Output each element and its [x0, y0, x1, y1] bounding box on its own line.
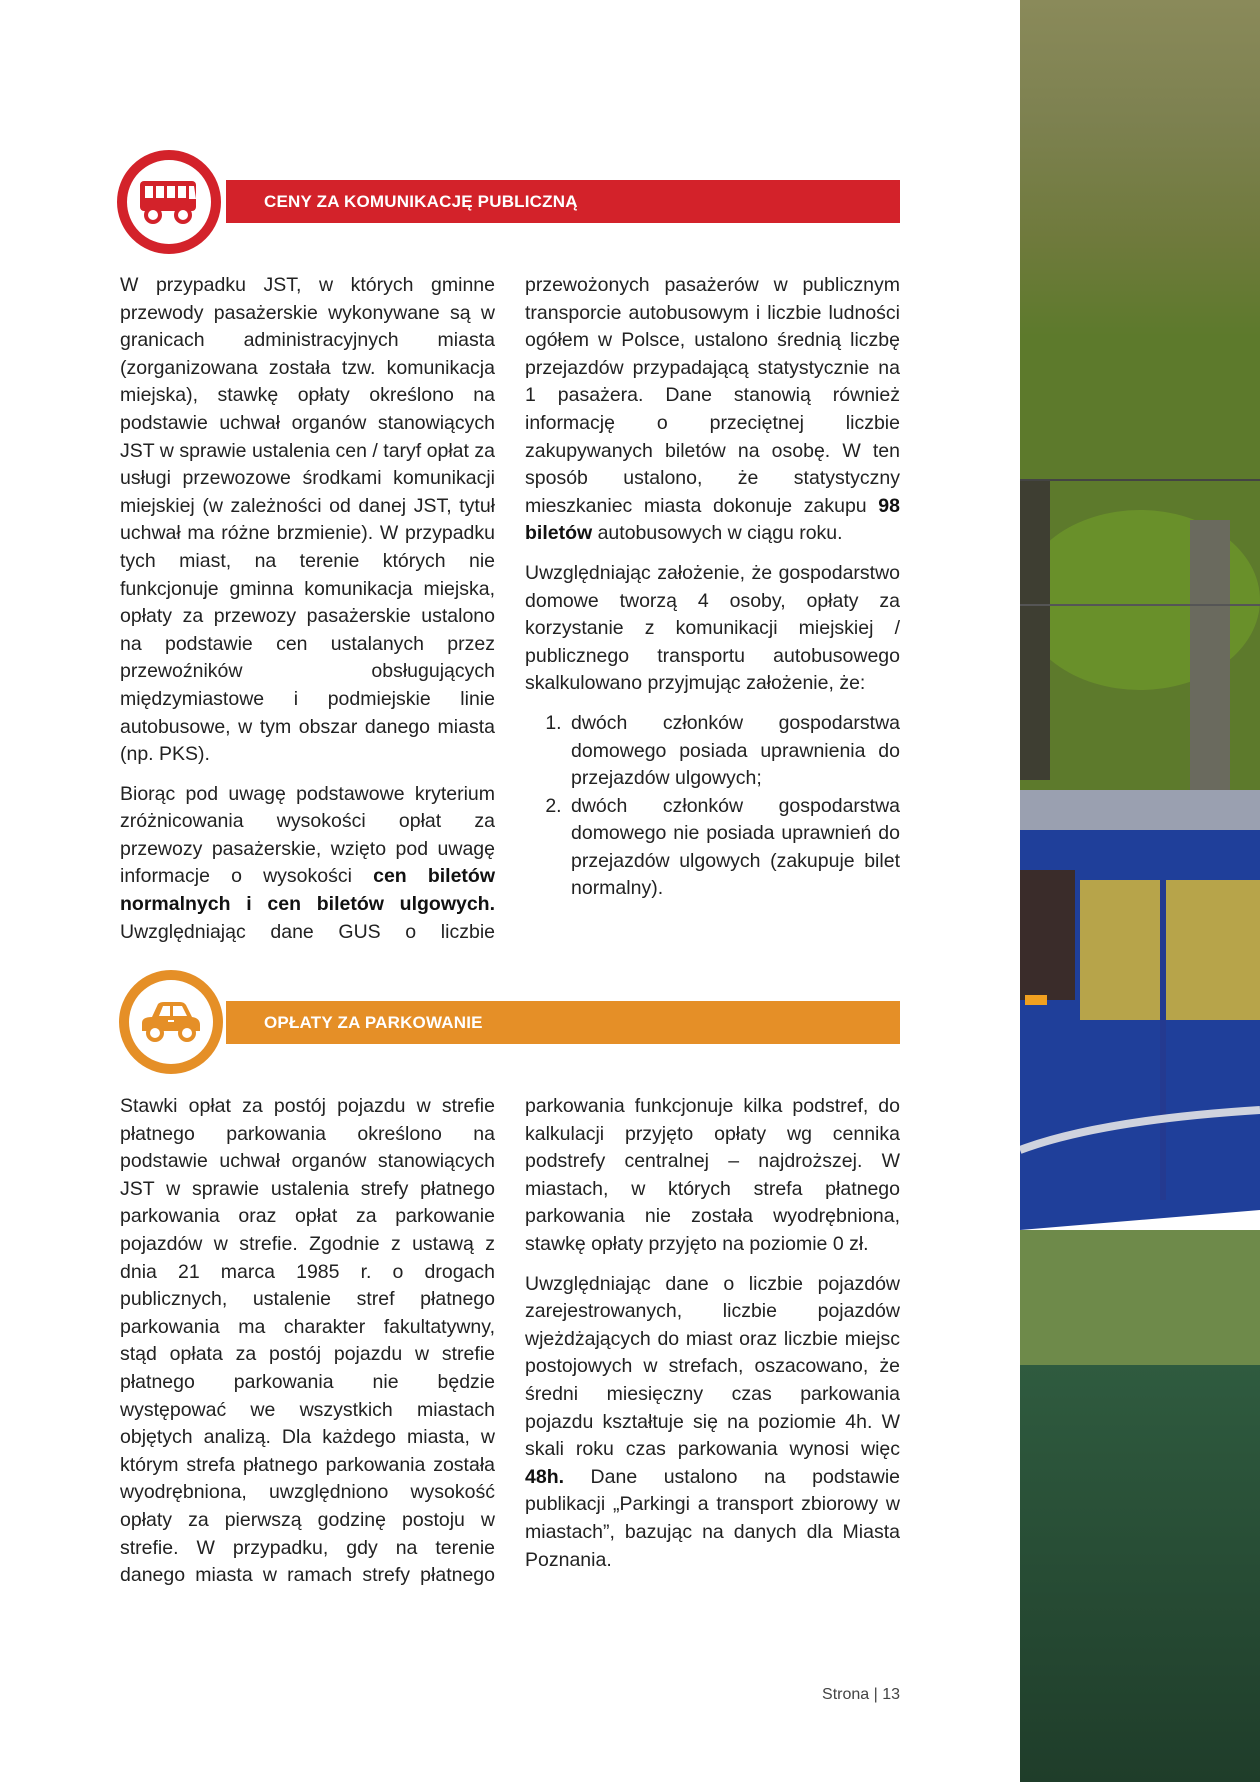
text: Uwzględniając dane GUS o liczbie przewożonych pasażerów w publicznym transporcie autobusowym i liczbie ludności ogółem w Polsce, ustalono średnią liczbę przejazdów przypadającą statystycznie na 1 pasażera. Dane stanowią również informację o przeciętnej liczbie zakupywanych biletów na osobę. W ten sposób ustalono, że statystyczny mieszkaniec miasta dokonuje zakupu	[120, 274, 900, 943]
text: Dane ustalono na podstawie publikacji „Parkingi a transport zbiorowy w miastach”, bazując na danych dla Miasta Poznania.	[525, 1465, 900, 1571]
paragraph	[525, 1271, 900, 1575]
bus-icon	[136, 177, 202, 227]
list-item: 2. dwóch członków gospodarstwa domowego nie posiada uprawnień do przejazdów ulgowych (zakupuje bilet normalny).	[567, 793, 900, 903]
section-header-parking: OPŁATY ZA PARKOWANIE	[226, 1001, 900, 1044]
text: Uwzględniając dane o liczbie pojazdów zarejestrowanych, liczbie pojazdów wjeżdżających do miast oraz liczbie miejsc postojowych w strefach, oszacowano, że średni miesięczny czas parkowania pojazdu kształtuje się na poziomie 4h. W skali roku czas parkowania wynosi więc	[525, 1272, 900, 1461]
page-number: Strona | 13	[822, 1686, 900, 1703]
section-header-public-transport: CENY ZA KOMUNIKACJĘ PUBLICZNĄ	[226, 180, 900, 223]
bold-text: cen biletów normalnych i cen biletów ulgowych.	[120, 865, 496, 916]
car-icon-badge	[119, 970, 223, 1074]
bus-icon-badge	[117, 150, 221, 254]
bold-text: 48h.	[525, 1465, 565, 1488]
tram-photo	[1020, 0, 1260, 1782]
text: Biorąc pod uwagę podstawowe kryterium zróżnicowania wysokości opłat za przewozy pasażerskie, wzięto pod uwagę informacje o wysokości	[120, 782, 495, 888]
list-item: 1. dwóch członków gospodarstwa domowego posiada uprawnienia do przejazdów ulgowych;	[567, 710, 900, 793]
assumptions-list	[525, 710, 900, 903]
bold-text: 98 biletów	[525, 494, 900, 545]
paragraph: Stawki opłat za postój pojazdu w strefie płatnego parkowania określono na podstawie uchwał organów stanowiących JST w sprawie ustalenia strefy płatnego parkowania oraz opłat za parkowanie pojazdów w strefie. Zgodnie z ustawą z dnia 21 marca 1985 r. o drogach publicznych, ustalenie stref płatnego parkowania ma charakter fakultatywny, stąd opłata za postój pojazdu w strefie płatnego parkowania nie będzie występować we wszystkich miastach objętych analizą. Dla każdego miasta, w którym strefa płatnego parkowania została wyodrębniona, uwzględniono wysokość opłaty za pierwszą godzinę postoju w strefie. W przypadku, gdy na terenie danego miasta w ramach strefy płatnego parkowania funkcjonuje kilka podstref, do kalkulacji przyjęto opłaty wg cennika podstrefy centralnej – najdroższej. W miastach, w których strefa płatnego parkowania nie została wyodrębniona, stawkę opłaty przyjęto na poziomie 0 zł.	[120, 1095, 900, 1587]
section-public-transport-text	[120, 272, 900, 962]
paragraph: W przypadku JST, w których gminne przewody pasażerskie wykonywane są w granicach administracyjnych miasta (zorganizowana została tzw. komunikacja miejska), stawkę opłaty określono na podstawie uchwał organów stanowiących JST w sprawie ustalenia cen / taryf opłat za usługi przewozowe środkami komunikacji miejskiej (w zależności od danej JST, tytuł uchwał ma różne brzmienie). W przypadku tych miast, na terenie których nie funkcjonuje gminna komunikacja miejska, opłaty za przewozy pasażerskie ustalono na podstawie cen ustalanych przez przewoźników obsługujących międzymiastowe i podmiejskie linie autobusowe, w tym obszar danego miasta (np. PKS).	[120, 274, 495, 766]
car-icon	[138, 999, 204, 1045]
text: autobusowych w ciągu roku.	[592, 522, 843, 545]
section-parking-text	[120, 1093, 900, 1593]
paragraph: Uwzględniając założenie, że gospodarstwo domowe tworzą 4 osoby, opłaty za korzystanie z komunikacji miejskiej / publicznego transportu autobusowego skalkulowano przyjmując założenie, że:	[525, 561, 900, 695]
